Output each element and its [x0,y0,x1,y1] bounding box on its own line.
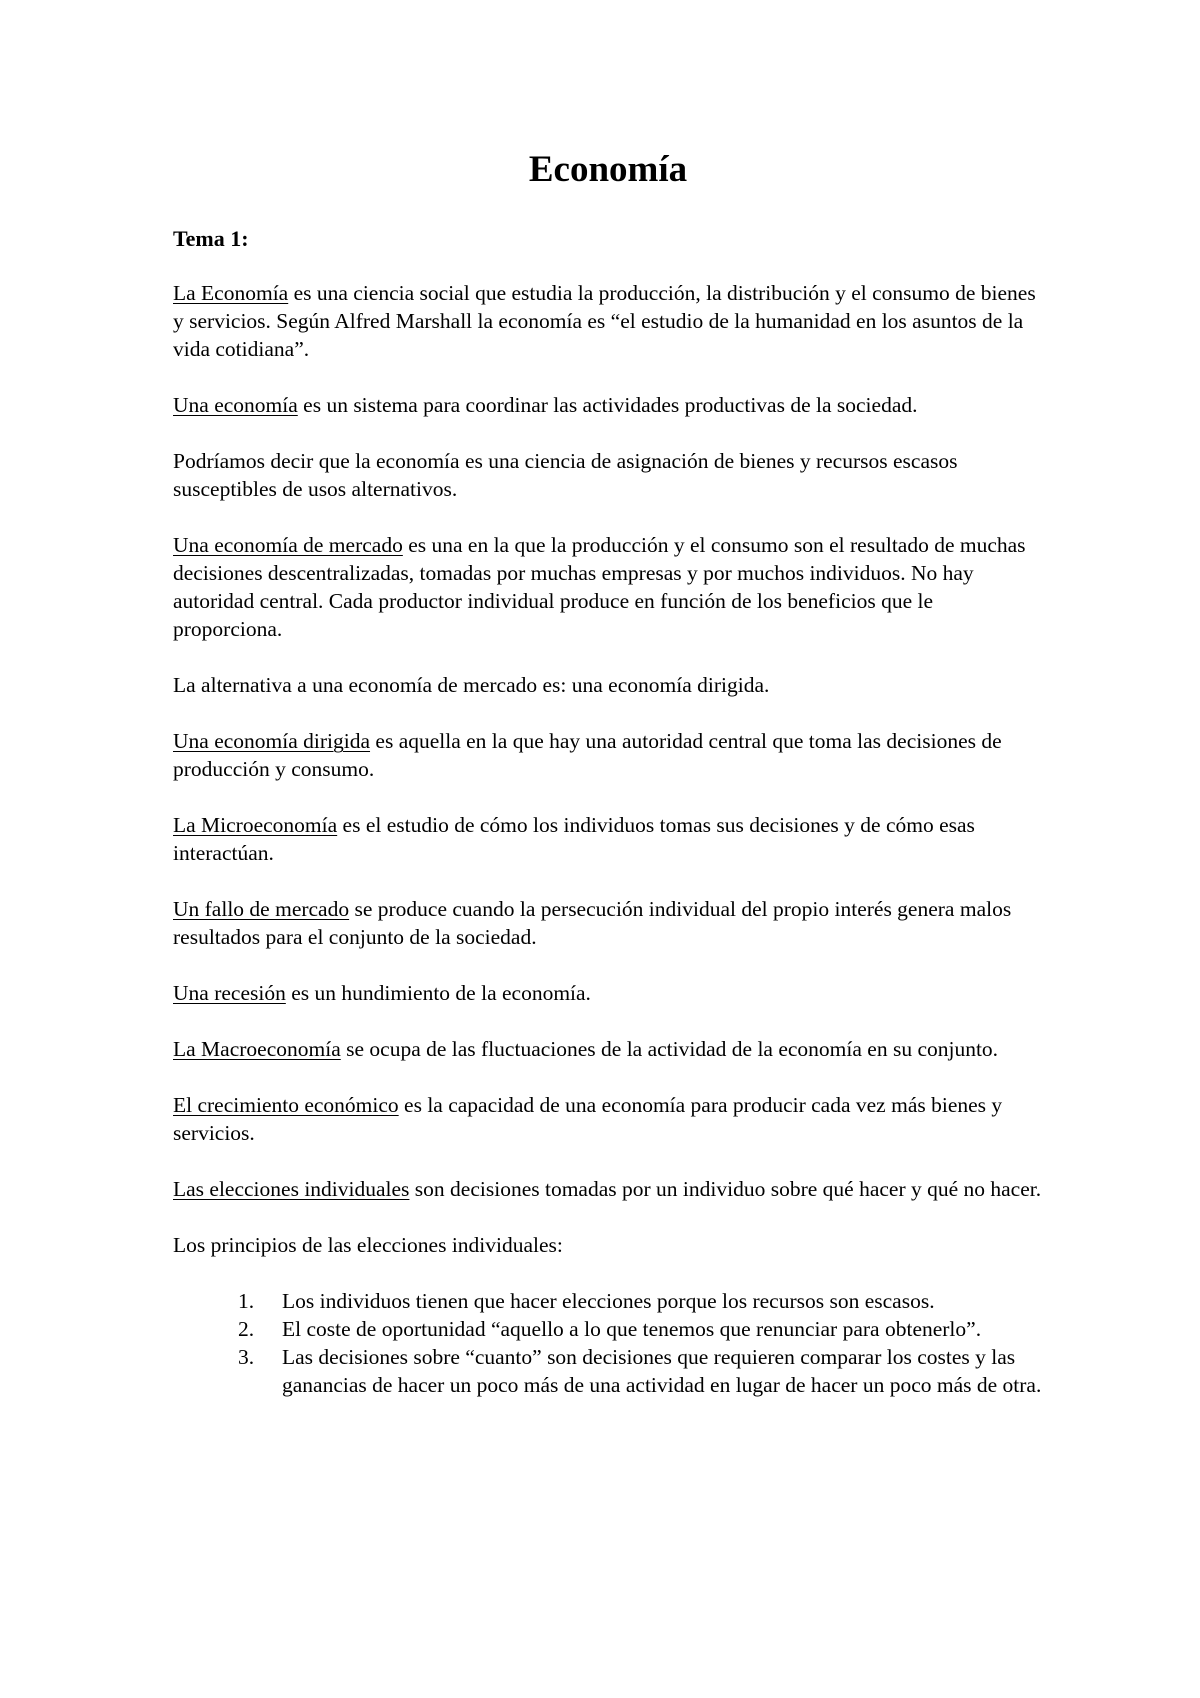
defined-term: La Macroeconomía [173,1037,341,1061]
defined-term: Las elecciones individuales [173,1177,410,1201]
paragraph-text: es un hundimiento de la economía. [285,981,591,1005]
paragraph-text: es aquella en la que hay una autoridad central que toma las decisiones de producción y consumo. [173,729,1002,781]
paragraph-text: es un sistema para coordinar las actividades productivas de la sociedad. [297,393,918,417]
paragraph-text: es la capacidad de una economía para producir cada vez más bienes y servicios. [173,1093,1003,1145]
section-heading: Tema 1: [173,226,249,251]
principles-list [173,1287,1043,1399]
paragraph-alternativa [173,671,1043,699]
paragraph-text: se produce cuando la persecución individual del propio interés genera malos resultados para el conjunto de la sociedad. [173,897,1012,949]
defined-term: Una economía dirigida [173,729,371,753]
paragraph-text: Podríamos decir que la economía es una ciencia de asignación de bienes y recursos escasos susceptibles de usos alternativos. [173,449,958,501]
paragraph-text: es el estudio de cómo los individuos tomas sus decisiones y de cómo esas interactúan. [173,813,975,865]
paragraph-fallo-de-mercado [173,895,1043,951]
defined-term: El crecimiento económico [173,1093,399,1117]
paragraph-macroeconomia [173,1035,1043,1063]
list-item-number: 3. [238,1345,255,1369]
paragraph-asignacion [173,447,1043,503]
paragraph-text: La alternativa a una economía de mercado es: una economía dirigida. [173,673,770,697]
paragraph-text: es una ciencia social que estudia la producción, la distribución y el consumo de bienes y servicios. Según Alfred Marshall la economía es “el estudio de la humanidad en los asuntos de la vida cotidiana”. [173,281,1036,361]
list-item-text: El coste de oportunidad “aquello a lo que tenemos que renunciar para obtenerlo”. [282,1317,982,1341]
paragraph-economia-definition [173,279,1043,363]
defined-term: Una economía [173,393,298,417]
paragraph-text: son decisiones tomadas por un individuo sobre qué hacer y qué no hacer. [409,1177,1042,1201]
paragraph-text: es una en la que la producción y el consumo son el resultado de muchas decisiones descentralizadas, tomadas por muchas empresas y por muchos individuos. No hay autoridad central. Cada productor individual produce en función de los beneficios que le proporciona. [173,533,1026,641]
list-item-number: 1. [238,1289,255,1313]
defined-term: Un fallo de mercado [173,897,350,921]
list-item [238,1315,1043,1343]
paragraph-recesion [173,979,1043,1007]
document-title: Economía [528,149,688,190]
paragraph-microeconomia [173,811,1043,867]
list-item-number: 2. [238,1317,255,1341]
paragraph-crecimiento-economico [173,1091,1043,1147]
paragraph-text: Los principios de las elecciones individuales: [173,1233,563,1257]
list-item-text: Las decisiones sobre “cuanto” son decisiones que requieren comparar los costes y las ganancias de hacer un poco más de una actividad en lugar de hacer un poco más de otra. [282,1345,1042,1397]
defined-term: Una recesión [173,981,286,1005]
paragraph-una-economia [173,391,1043,419]
paragraph-economia-dirigida [173,727,1043,783]
defined-term: La Microeconomía [173,813,338,837]
paragraph-text: se ocupa de las fluctuaciones de la actividad de la economía en su conjunto. [340,1037,999,1061]
paragraph-economia-de-mercado [173,531,1043,643]
list-item [238,1343,1043,1399]
list-item-text: Los individuos tienen que hacer elecciones porque los recursos son escasos. [282,1289,935,1313]
document-page [173,150,1043,1399]
paragraph-elecciones-individuales [173,1175,1043,1203]
list-item [238,1287,1043,1315]
defined-term: La Economía [173,281,289,305]
paragraph-principios-intro [173,1231,1043,1259]
defined-term: Una economía de mercado [173,533,403,557]
